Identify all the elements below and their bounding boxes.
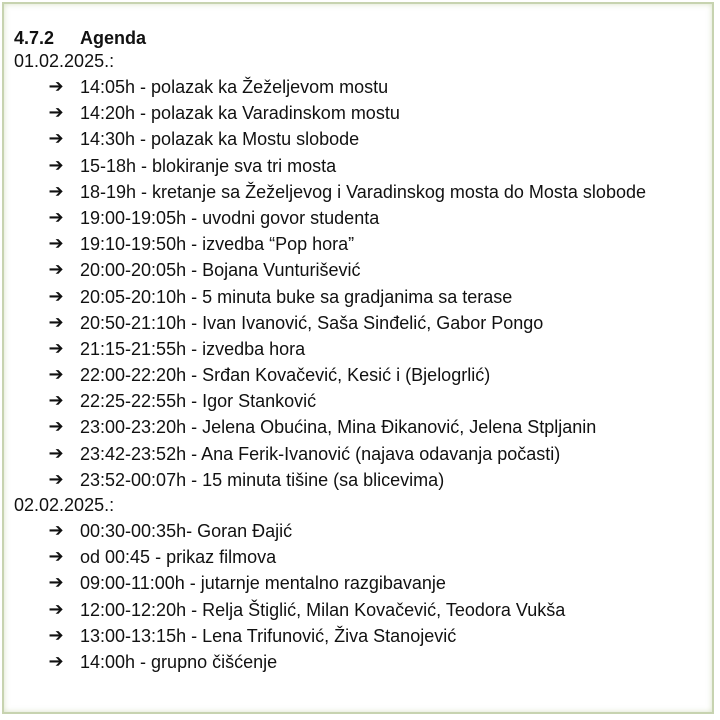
agenda-item-text: 14:00h - grupno čišćenje (80, 651, 278, 672)
agenda-item (14, 100, 714, 126)
agenda-item-text: 09:00-11:00h - jutarnje mentalno razgibavanje (80, 573, 446, 594)
arrow-icon: ➔ (48, 364, 64, 386)
agenda-item-text: 20:50-21:10h - Ivan Ivanović, Saša Sinđelić, Gabor Pongo (80, 312, 544, 333)
agenda-item (14, 153, 714, 179)
agenda-item-text: 14:05h - polazak ka Žeželjevom mostu (80, 77, 389, 97)
agenda-item-text: 23:00-23:20h - Jelena Obućina, Mina Đikanović, Jelena Stpljanin (80, 417, 597, 438)
agenda-item-text: 15-18h - blokiranje sva tri mosta (80, 155, 337, 176)
agenda-item (14, 518, 714, 544)
arrow-icon: ➔ (48, 572, 64, 594)
agenda-item (14, 179, 714, 205)
agenda-item-text: 12:00-12:20h - Relja Štiglić, Milan Kovačević, Teodora Vukša (80, 599, 566, 620)
agenda-item (14, 544, 714, 570)
agenda-item-text: 00:30-00:35h- Goran Đajić (80, 521, 293, 541)
arrow-icon: ➔ (48, 285, 64, 307)
agenda-item-text: 13:00-13:15h - Lena Trifunović, Živa Stanojević (80, 625, 457, 646)
agenda-item-text: 19:00-19:05h - uvodni govor studenta (80, 207, 380, 228)
agenda-item (14, 74, 714, 100)
arrow-icon: ➔ (48, 546, 64, 568)
arrow-icon: ➔ (48, 102, 64, 124)
arrow-icon: ➔ (48, 180, 64, 202)
agenda-item (14, 310, 714, 336)
agenda-item-text: 23:52-00:07h - 15 minuta tišine (sa blicevima) (80, 469, 445, 490)
arrow-icon: ➔ (48, 624, 64, 646)
agenda-item-text: od 00:45 - prikaz filmova (80, 547, 277, 568)
agenda-item-text: 20:05-20:10h - 5 minuta buke sa gradjanima sa terase (80, 286, 513, 307)
arrow-icon: ➔ (48, 128, 64, 150)
agenda-item-text: 22:25-22:55h - Igor Stanković (80, 391, 317, 412)
section-title: Agenda (80, 28, 147, 48)
agenda-item (14, 231, 714, 257)
arrow-icon: ➔ (48, 206, 64, 228)
arrow-icon: ➔ (48, 259, 64, 281)
arrow-icon: ➔ (48, 233, 64, 255)
arrow-icon: ➔ (48, 520, 64, 541)
agenda-item-text: 20:00-20:05h - Bojana Vunturišević (80, 260, 361, 281)
section-number: 4.7.2 (14, 28, 55, 48)
agenda-item (14, 649, 714, 675)
agenda-item (14, 414, 714, 440)
agenda-item (14, 126, 714, 152)
arrow-icon: ➔ (48, 468, 64, 490)
agenda-item-text: 14:20h - polazak ka Varadinskom mostu (80, 103, 400, 124)
arrow-icon: ➔ (48, 337, 64, 359)
agenda-item (14, 362, 714, 388)
arrow-icon: ➔ (48, 154, 64, 176)
agenda-item (14, 570, 714, 596)
arrow-icon: ➔ (48, 311, 64, 333)
arrow-icon: ➔ (48, 598, 64, 620)
arrow-icon: ➔ (48, 416, 64, 438)
agenda-item (14, 623, 714, 649)
day-date: 01.02.2025.: (14, 51, 115, 71)
agenda-days (14, 48, 714, 675)
agenda-item (14, 388, 714, 414)
agenda-item (14, 597, 714, 623)
agenda-item-text: 22:00-22:20h - Srđan Kovačević, Kesić i (Bjelogrlić) (80, 365, 491, 386)
arrow-icon: ➔ (48, 442, 64, 464)
arrow-icon: ➔ (48, 76, 64, 97)
agenda-item (14, 336, 714, 362)
agenda-item (14, 205, 714, 231)
agenda-item-text: 19:10-19:50h - izvedba “Pop hora” (80, 234, 355, 255)
section-heading (14, 27, 714, 49)
arrow-icon: ➔ (48, 390, 64, 412)
arrow-icon: ➔ (48, 650, 64, 672)
agenda-item (14, 284, 714, 310)
agenda-item-text: 14:30h - polazak ka Mostu slobode (80, 129, 360, 150)
agenda-item-text: 21:15-21:55h - izvedba hora (80, 338, 306, 359)
agenda-list (14, 518, 714, 675)
agenda-list (14, 74, 714, 493)
agenda-item-text: 23:42-23:52h - Ana Ferik-Ivanović (najava odavanja počasti) (80, 443, 561, 464)
agenda-item (14, 257, 714, 283)
agenda-item (14, 467, 714, 493)
day-date: 02.02.2025.: (14, 495, 115, 515)
agenda-document (14, 27, 714, 675)
agenda-item (14, 441, 714, 467)
agenda-item-text: 18-19h - kretanje sa Žeželjevog i Varadinskog mosta do Mosta slobode (80, 181, 646, 202)
